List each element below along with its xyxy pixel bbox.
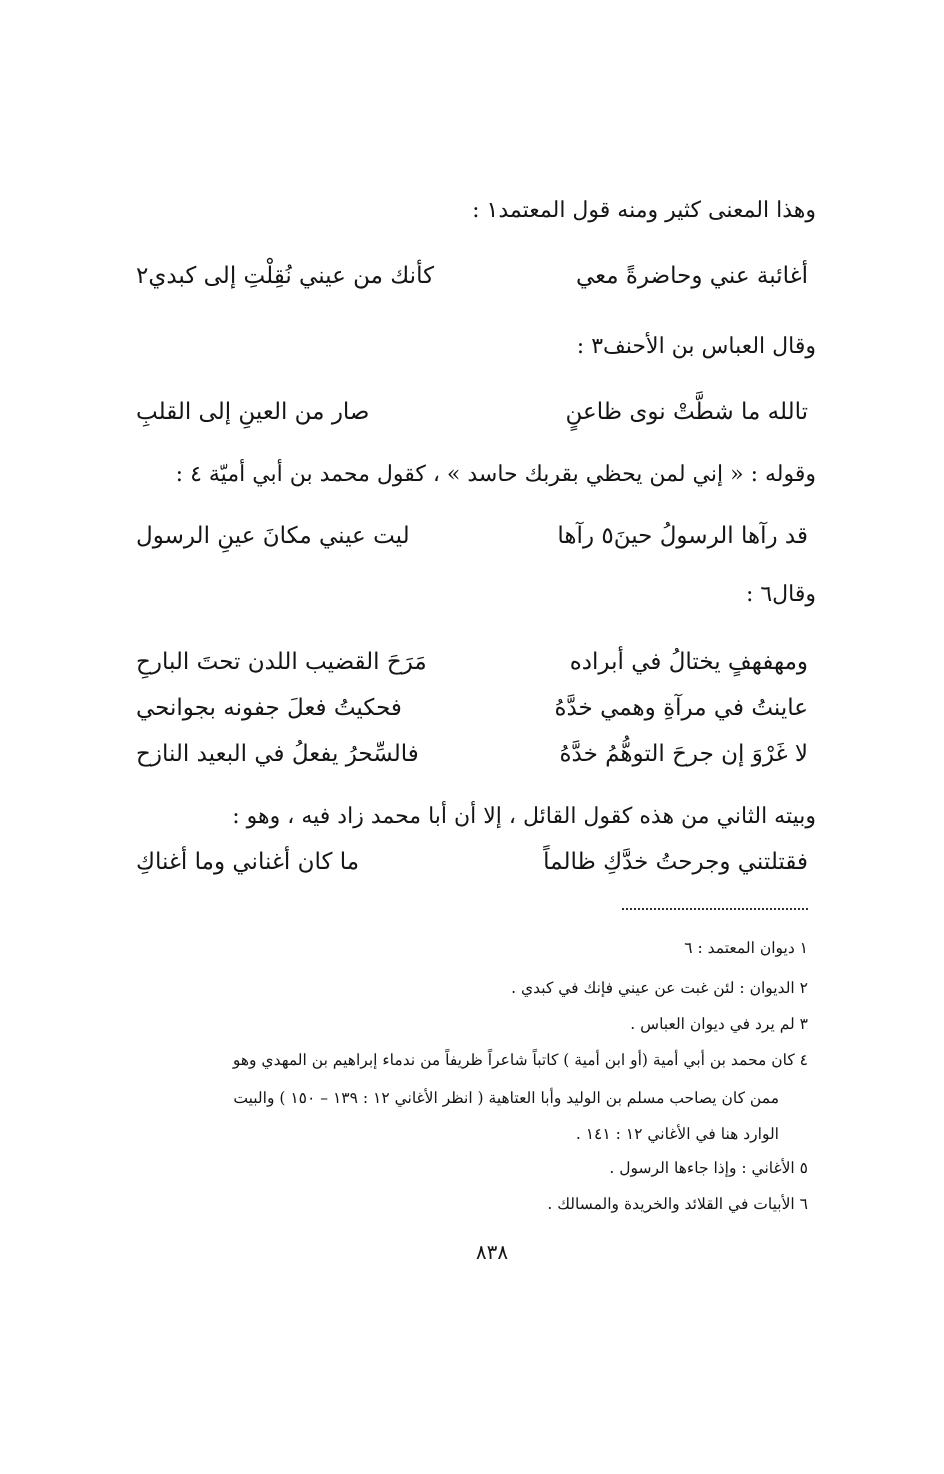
intro-line-1: وهذا المعنى كثير ومنه قول المعتمد١ :: [472, 198, 816, 223]
footnote-divider: [622, 908, 808, 910]
verse-line-2: [136, 392, 808, 432]
verse-line-3: [136, 516, 808, 556]
intro-line-2: وقال العباس بن الأحنف٣ :: [576, 334, 816, 359]
poem-verse-3-second-hemistich: فالسِّحرُ يفعلُ في البعيد النازح: [136, 741, 419, 767]
footnote-3: ٣ لم يرد في ديوان العباس .: [630, 1015, 808, 1033]
footnote-4-line-2: ممن كان يصاحب مسلم بن الوليد وأبا العتاهية ( انظر الأغاني ١٢ : ١٣٩ – ١٥٠ ) والبيت: [233, 1089, 779, 1107]
poem-verse-2: [136, 688, 808, 728]
verse-1-second-hemistich: كأنك من عيني نُقِلْتِ إلى كبدي٢: [136, 263, 435, 289]
verse-5-second-hemistich: ما كان أغناني وما أغناكِ: [136, 849, 360, 875]
page-number: ٨٣٨: [475, 1240, 509, 1264]
poem-verse-1-second-hemistich: مَرَحَ القضيب اللدن تحتَ البارحِ: [136, 649, 427, 675]
footnote-4-line-3: الوارد هنا في الأغاني ١٢ : ١٤١ .: [575, 1125, 779, 1143]
poem-verse-1: [136, 642, 808, 682]
verse-line-5: [136, 842, 808, 882]
verse-5-first-hemistich: فقتلتني وجرحتُ خدَّكِ ظالماً: [543, 849, 808, 875]
footnote-4-line-1: ٤ كان محمد بن أبي أمية (أو ابن أمية ) كاتباً شاعراً ظريفاً من ندماء إبراهيم بن المهدي وهو: [232, 1051, 808, 1069]
footnote-5: ٥ الأغاني : وإذا جاءها الرسول .: [609, 1159, 808, 1177]
verse-3-first-hemistich: قد رآها الرسولُ حينَ٥ رآها: [557, 523, 808, 549]
verse-3-second-hemistich: ليت عيني مكانَ عينِ الرسول: [136, 523, 410, 549]
verse-2-second-hemistich: صار من العينِ إلى القلبِ: [136, 399, 370, 425]
poem-verse-3: [136, 734, 808, 774]
intro-line-3: وقوله : « إني لمن يحظي بقربك حاسد » ، كقول محمد بن أبي أميّة ٤ :: [175, 462, 816, 487]
poem-verse-1-first-hemistich: ومهفهفٍ يختالُ في أبراده: [569, 649, 808, 675]
poem-verse-3-first-hemistich: لا غَرْوَ إن جرحَ التوهُّمُ خدَّهُ: [559, 741, 808, 767]
intro-line-4: وقال٦ :: [745, 582, 816, 607]
poem-verse-2-second-hemistich: فحكيتُ فعلَ جفونه بجوانحي: [136, 695, 402, 721]
footnote-1: ١ ديوان المعتمد : ٦: [684, 939, 808, 957]
verse-line-1: [136, 256, 808, 296]
footnote-6: ٦ الأبيات في القلائد والخريدة والمسالك .: [547, 1195, 808, 1213]
footnote-2: ٢ الديوان : لئن غبت عن عيني فإنك في كبدي .: [511, 979, 808, 997]
poem-verse-2-first-hemistich: عاينتُ في مرآةِ وهمي خدَّهُ: [554, 695, 808, 721]
verse-1-first-hemistich: أغائبة عني وحاضرةً معي: [575, 263, 808, 289]
intro-line-5: وبيته الثاني من هذه كقول القائل ، إلا أن أبا محمد زاد فيه ، وهو :: [232, 804, 816, 829]
verse-2-first-hemistich: تالله ما شطَّتْ نوى ظاعنٍ: [565, 399, 808, 425]
